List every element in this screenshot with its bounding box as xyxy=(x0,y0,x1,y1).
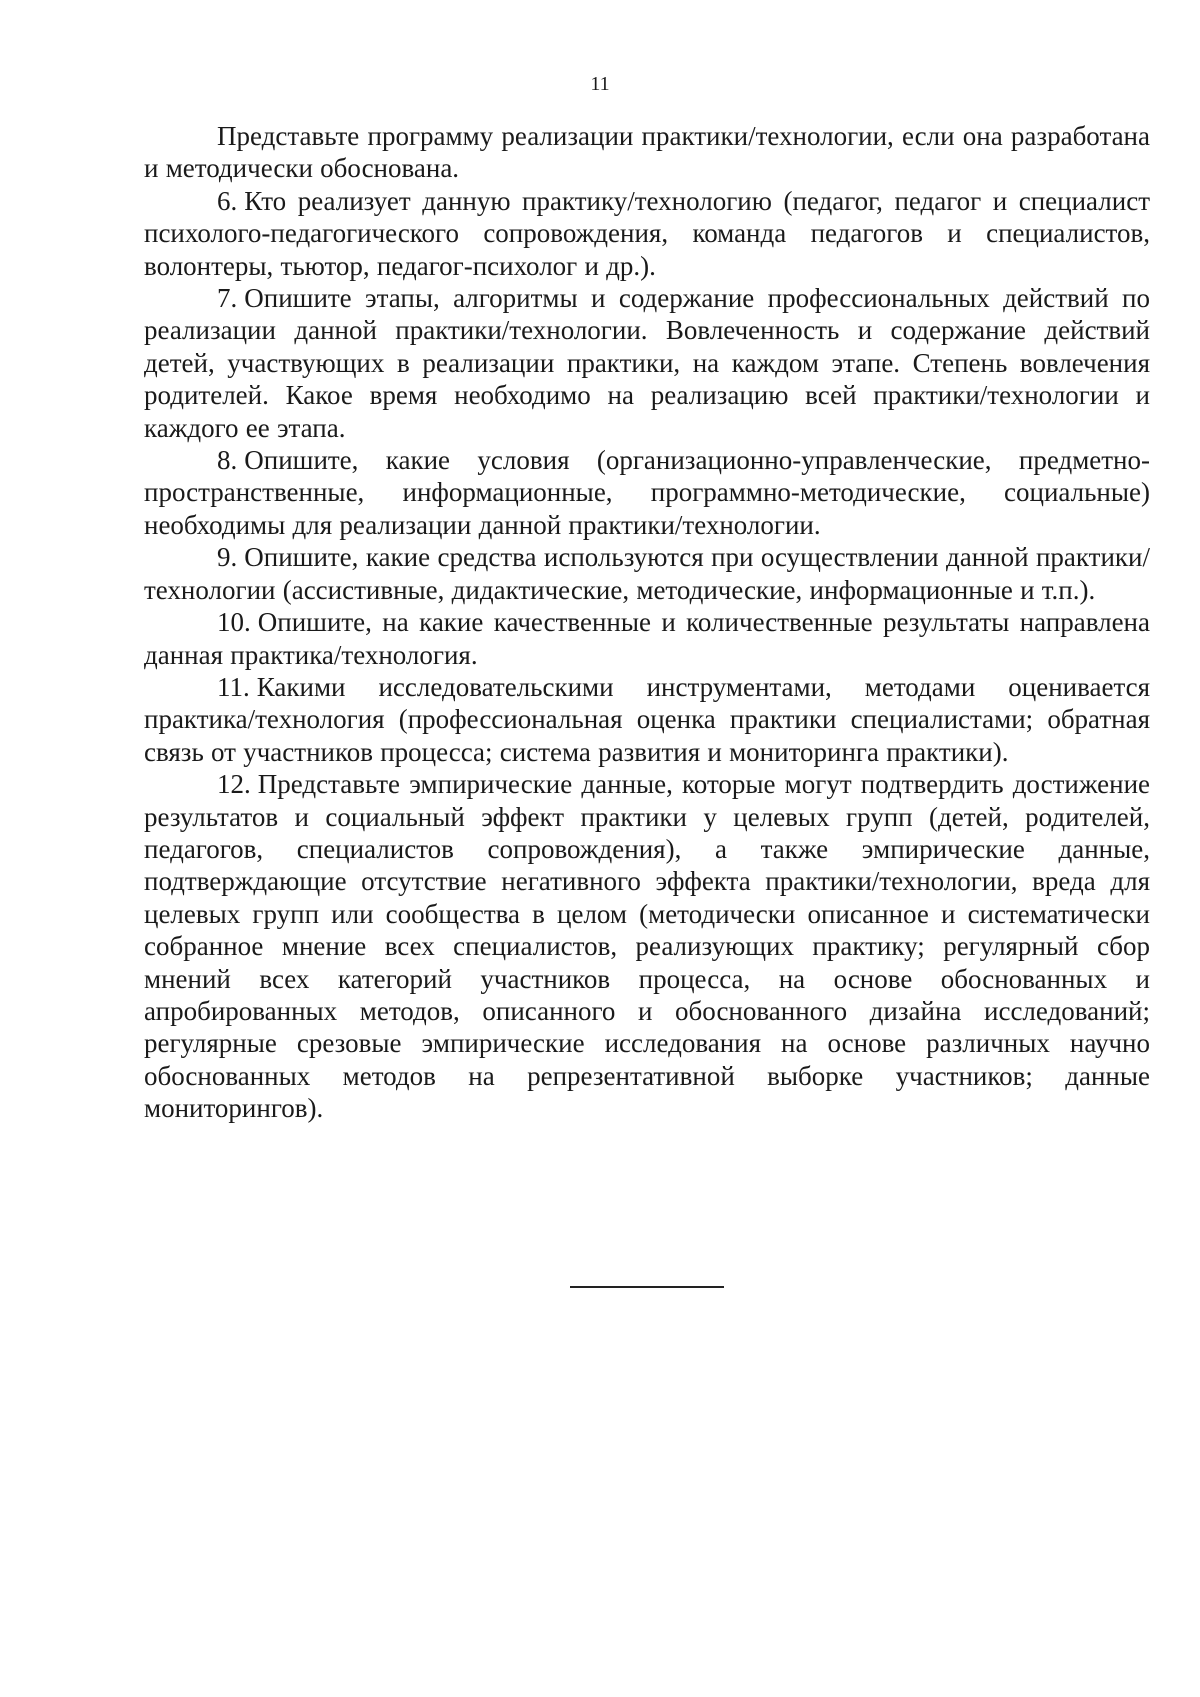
paragraph-text: Представьте программу реализации практики/технологии, если она разработана и методически обоснована. xyxy=(144,121,1150,184)
item-text: Опишите, какие средства используются при осуществлении данной практики/технологии (ассистивные, дидактические, методические, информационные и т.п.). xyxy=(144,542,1150,605)
item-number: 12. xyxy=(217,769,251,800)
paragraph-program-intro xyxy=(144,120,1150,185)
document-body xyxy=(144,120,1150,1125)
item-number: 7. xyxy=(217,283,238,314)
page-number: 11 xyxy=(590,73,610,95)
item-text: Какими исследовательскими инструментами, методами оценивается практика/технология (профессиональная оценка практики специалистами; обратная связь от участников процесса; система развития и мониторинга практики). xyxy=(144,671,1150,767)
item-text: Кто реализует данную практику/технологию (педагог, педагог и специалист психолого-педагогического сопровождения, команда педагогов и специалистов, волонтеры, тьютор, педагог-психолог и др.). xyxy=(144,185,1150,281)
list-item-6 xyxy=(144,185,1150,282)
end-divider-line xyxy=(570,1286,724,1288)
item-number: 8. xyxy=(217,445,238,476)
list-item-9 xyxy=(144,541,1150,606)
list-item-11 xyxy=(144,671,1150,768)
item-text: Опишите, на какие качественные и количественные результаты направлена данная практика/технология. xyxy=(144,607,1150,670)
list-item-8 xyxy=(144,444,1150,541)
list-item-7 xyxy=(144,282,1150,444)
item-text: Опишите, какие условия (организационно-управленческие, предметно-пространственные, информационные, программно-методические, социальные) необходимы для реализации данной практики/технологии. xyxy=(144,445,1150,540)
list-item-12 xyxy=(144,768,1150,1124)
item-number: 11. xyxy=(217,671,250,702)
item-number: 10. xyxy=(217,607,251,638)
item-text: Опишите этапы, алгоритмы и содержание профессиональных действий по реализации данной практики/технологии. Вовлеченность и содержание действий детей, участвующих в реализации практики, на каждом этапе. Степень вовлечения родителей. Какое время необходимо на реализацию всей практики/технологии и каждого ее этапа. xyxy=(144,283,1150,443)
item-number: 9. xyxy=(217,542,238,573)
item-number: 6. xyxy=(217,185,238,216)
list-item-10 xyxy=(144,606,1150,671)
item-text: Представьте эмпирические данные, которые могут подтвердить достижение результатов и социальный эффект практики у целевых групп (детей, родителей, педагогов, специалистов сопровождения), а также эмпирические данные, подтверждающие отсутствие негативного эффекта практики/технологии, вреда для целевых групп или сообщества в целом (методически описанное и систематически собранное мнение всех специалистов, реализующих практику; регулярный сбор мнений всех категорий участников процесса, на основе обоснованных и апробированных методов, описанного и обоснованного дизайна исследований; регулярные срезовые эмпирические исследования на основе различных научно обоснованных методов на репрезентативной выборке участников; данные мониторингов). xyxy=(144,769,1150,1124)
